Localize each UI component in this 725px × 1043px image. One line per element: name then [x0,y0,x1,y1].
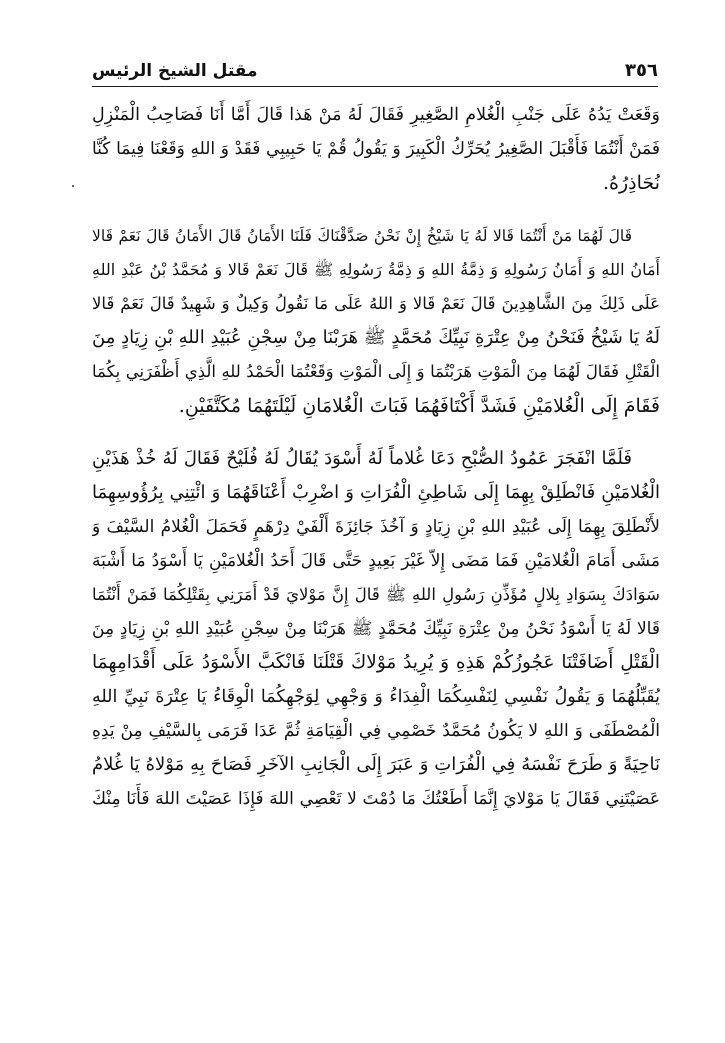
page-number: ٣٥٦ [625,60,658,81]
text-line: الْمُصْطَفَى وَ اللهِ لا يَكُونُ مُحَمَّدٌ خَصْمِي فِي الْقِيَامَةِ ثُمَّ عَدَا فَرَمَى بِالسَّيْفِ مِنْ يَدِهِ [92,721,660,741]
margin-mark [72,185,74,187]
text-line: نُحَاذِرُهُ. [603,172,660,194]
text-line: مَشَى أَمَامَ الْغُلامَيْنِ فَمَا مَضَى إِلاّ غَيْرَ بَعِيدٍ حَتَّى قَالَ أَحَدُ الْغُلامَيْنِ يَا أَسْوَدُ مَا أَشْبَهَ [92,551,660,571]
text-line: وَقَعَتْ يَدُهُ عَلَى جَنْبِ الْغُلامِ الصَّغِيرِ فَقَالَ لَهُ مَنْ هَذا قَالَ أَمَّا أَنَا فَصَاحِبُ الْمَنْزِلِ [92,105,660,125]
paragraph-2 [92,219,660,423]
text-line: نَاحِيَةً وَ طَرَحَ نَفْسَهُ فِي الْفُرَاتِ وَ عَبَرَ إِلَى الْجَانِبِ الآخَرِ فَصَاحَ بِهِ مَوْلاهُ يَا غُلامُ [92,754,660,775]
header-divider [92,86,658,87]
paragraph-3 [92,442,660,816]
text-line: الْغُلامَيْنِ فَانْطَلِقْ بِهِمَا إِلَى شَاطِئِ الْفُرَاتِ وَ اضْرِبْ أَعْنَاقَهُمَا وَ ائْتِنِي بِرُؤُوسِهِمَا [92,482,660,503]
text-line: لَهُ يَا شَيْخُ فَنَحْنُ مِنْ عِتْرَةِ نَبِيِّكَ مُحَمَّدٍ ﷺ هَرَبْنَا مِنْ سِجْنِ عُبَيْدِ اللهِ بْنِ زِيَادٍ مِنَ [92,327,660,348]
text-line: قَالَ لَهُمَا مَنْ أَنْتُمَا قَالا لَهُ يَا شَيْخُ إِنْ نَحْنُ صَدَّقْنَاكَ فَلَنَا الأَمَانُ قَالَ الأَمَانُ قَالَ نَعَمْ قَالا [92,227,632,245]
text-line: سَوَادَكَ بِسَوَادِ بِلالٍ مُؤَذِّنِ رَسُولِ اللهِ ﷺ قَالَ إِنَّ مَوْلايَ قَدْ أَمَرَنِي بِقَتْلِكُمَا فَمَنْ أَنْتُمَا [92,585,660,604]
page-header [92,52,658,86]
text-line: الْقَتْلِ فَقَالَ لَهُمَا مِنَ الْمَوْتِ هَرَبْتُمَا وَ إِلَى الْمَوْتِ وَقَعْتُمَا الْحَمْدُ للهِ الَّذِي أَظْفَرَنِي بِكُمَا [92,362,660,381]
paragraph-1 [92,98,660,200]
text-line: عَصَيْتَنِي فَقَالَ يَا مَوْلايَ إِنَّمَا أَطَعْتُكَ مَا دُمْتَ لا تَعْصِي اللهَ فَإِذَا عَصَيْتَ اللهَ فَأَنَا مِنْكَ [92,789,660,809]
text-line: عَلَى ذَلِكَ مِنَ الشَّاهِدِينَ قَالَ نَعَمْ قَالا وَ اللهُ عَلَى مَا نَقُولُ وَكِيلٌ وَ شَهِيدٌ قَالَ نَعَمْ قَالا [92,294,660,313]
text-line: لأَنْطَلِقَ بِهِمَا إِلَى عُبَيْدِ اللهِ بْنِ زِيَادٍ وَ آخُذَ جَائِزَةَ أَلْفَيْ دِرْهَمٍ فَحَمَلَ الْغُلامُ السَّيْفَ وَ [92,517,660,537]
text-line: قَالا لَهُ يَا أَسْوَدُ نَحْنُ مِنْ عِتْرَةِ نَبِيِّكَ مُحَمَّدٍ ﷺ هَرَبْنَا مِنْ سِجْنِ عُبَيْدِ اللهِ بْنِ زِيَادٍ مِنَ [92,619,660,639]
text-line: الْقَتْلِ أَضَافَتْنَا عَجُوزُكُمْ هَذِهِ وَ يُرِيدُ مَوْلاكَ قَتْلَنَا فَانْكَبَّ الأَسْوَدُ عَلَى أَقْدَامِهِمَا [92,652,660,673]
text-line: فَقَامَ إِلَى الْغُلامَيْنِ فَشَدَّ أَكْتَافَهُمَا فَبَاتَ الْغُلامَانِ لَيْلَتَهُمَا مُكَتَّفَيْنِ. [178,395,660,417]
text-line: فَمَنْ أَنْتُمَا فَأَقْبَلَ الصَّغِيرُ يُحَرِّكُ الْكَبِيرَ وَ يَقُولُ قُمْ يَا حَبِيبِي فَقَدْ وَ اللهِ وَقَعْنَا فِيمَا كُنَّا [92,139,660,159]
body-text [92,98,660,835]
text-line: أَمَانُ اللهِ وَ أَمَانُ رَسُولِهِ وَ ذِمَّةُ اللهِ وَ ذِمَّةُ رَسُولِهِ ﷺ قَالَ نَعَمْ قَالا وَ مُحَمَّدُ بْنُ عَبْدِ اللهِ [92,260,660,279]
running-title: مقتل الشيخ الرئيس [92,61,258,81]
text-line: فَلَمَّا انْفَجَرَ عَمُودُ الصُّبْحِ دَعَا غُلاماً لَهُ أَسْوَدَ يُقَالُ لَهُ فُلَيْحٌ فَقَالَ لَهُ خُذْ هَذَيْنِ [92,448,632,469]
text-line: يُقَبِّلُهُمَا وَ يَقُولُ نَفْسِي لِنَفْسِكُمَا الْفِدَاءُ وَ وَجْهِي لِوَجْهِكُمَا الْوِقَاءُ يَا عِتْرَةَ نَبِيِّ اللهِ [92,687,660,707]
